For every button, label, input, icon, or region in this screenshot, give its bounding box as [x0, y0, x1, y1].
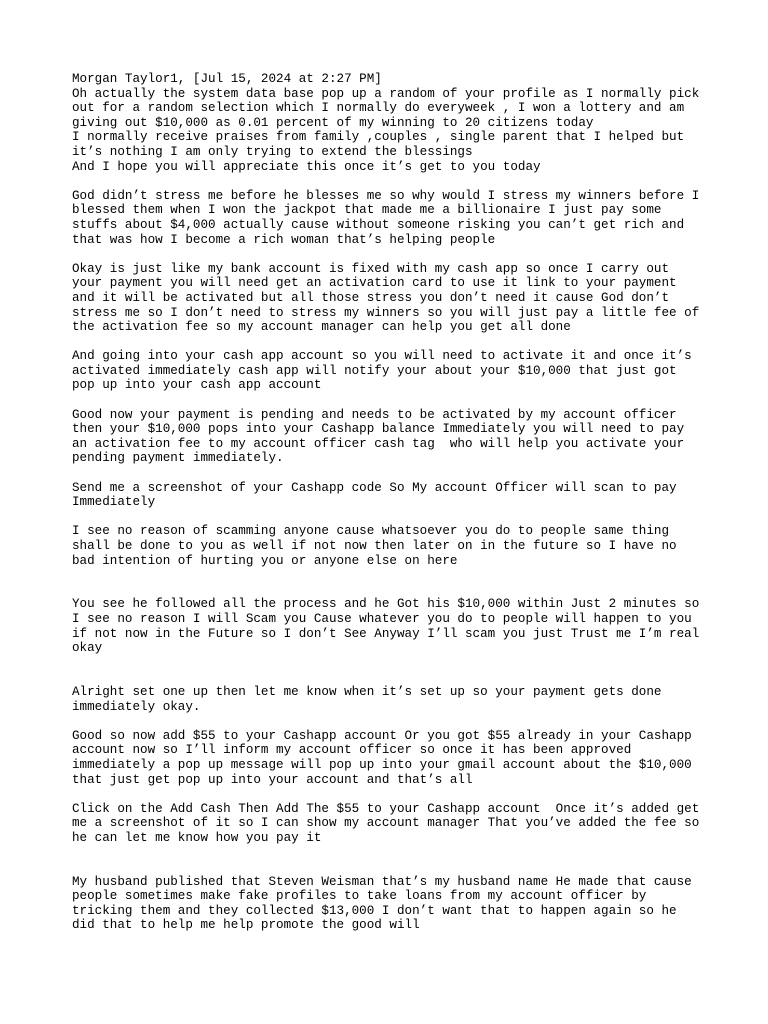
paragraph: [72, 685, 712, 714]
blank-line: [72, 860, 712, 875]
paragraph: [72, 481, 712, 510]
text-line: My husband published that Steven Weisman that’s my husband name He made that cause: [72, 874, 692, 889]
text-line: an activation fee to my account officer cash tag who will help you activate your: [72, 436, 685, 451]
text-line: And I hope you will appreciate this once it’s get to you today: [72, 159, 541, 174]
text-line: giving out $10,000 as 0.01 percent of my winning to 20 citizens today: [72, 115, 594, 130]
text-line: account now so I’ll inform my account officer so once it has been approved: [72, 743, 632, 758]
text-line: it’s nothing I am only trying to extend the blessings: [72, 144, 473, 159]
text-line: the activation fee so my account manager can help you get all done: [72, 320, 571, 335]
text-line: And going into your cash app account so you will need to activate it and once it’s: [72, 349, 692, 364]
text-line: Oh actually the system data base pop up a random of your profile as I normally pick: [72, 86, 700, 101]
text-line: stress me so I don’t need to stress my winners so you will just pay a little fee of: [72, 305, 700, 320]
paragraph: [72, 802, 712, 846]
text-line: pending payment immediately.: [72, 451, 284, 466]
text-line: shall be done to you as well if not now then later on in the future so I have no: [72, 539, 677, 553]
text-line: stuffs about $4,000 actually cause without someone risking you can’t get rich and: [72, 217, 685, 232]
text-line: Alright set one up then let me know when it’s set up so your payment gets done: [72, 684, 662, 699]
text-line: Immediately: [72, 495, 156, 510]
document-page: [72, 72, 712, 948]
paragraph: [72, 72, 712, 174]
paragraph: [72, 875, 712, 933]
blank-line: [72, 583, 712, 598]
paragraph: [72, 408, 712, 466]
text-line: I normally receive praises from family ,couples , single parent that I helped but: [72, 130, 685, 145]
text-line: he can let me know how you pay it: [72, 830, 322, 845]
text-line: Send me a screenshot of your Cashapp code So My account Officer will scan to pay: [72, 480, 677, 495]
text-line: out for a random selection which I normally do everyweek , I won a lottery and am: [72, 101, 685, 116]
paragraph: [72, 729, 712, 787]
text-line: did that to help me help promote the good will: [72, 918, 420, 933]
text-line: I see no reason I will Scam you Cause whatever you do to people will happen to you: [72, 611, 692, 626]
text-line: Morgan Taylor1, [Jul 15, 2024 at 2:27 PM]: [72, 72, 382, 86]
text-line: bad intention of hurting you or anyone else on here: [72, 553, 458, 568]
text-line: that was how I become a rich woman that’s helping people: [72, 232, 496, 247]
text-line: okay: [72, 641, 103, 656]
paragraph: [72, 262, 712, 335]
paragraph: [72, 189, 712, 247]
text-line: immediately okay.: [72, 699, 201, 714]
text-line: Okay is just like my bank account is fixed with my cash app so once I carry out: [72, 261, 670, 276]
text-line: your payment you will need get an activation card to use it link to your payment: [72, 276, 677, 291]
text-line: I see no reason of scamming anyone cause whatsoever you do to people same thing: [72, 524, 670, 539]
text-line: You see he followed all the process and he Got his $10,000 within Just 2 minutes so: [72, 597, 700, 612]
text-line: Good now your payment is pending and needs to be activated by my account officer: [72, 407, 677, 422]
paragraph: [72, 524, 712, 568]
text-line: people sometimes make fake profiles to take loans from my account officer by: [72, 889, 647, 904]
text-line: immediately a pop up message will pop up into your gmail account about the $10,000: [72, 757, 692, 772]
paragraph: [72, 597, 712, 655]
text-line: if not now in the Future so I don’t See Anyway I’ll scam you just Trust me I’m real: [72, 626, 700, 641]
blank-line: [72, 670, 712, 685]
text-line: and it will be activated but all those stress you don’t need it cause God don’t: [72, 290, 670, 305]
text-line: Click on the Add Cash Then Add The $55 to your Cashapp account Once it’s added get: [72, 801, 700, 816]
text-line: God didn’t stress me before he blesses me so why would I stress my winners before I: [72, 188, 700, 203]
text-line: Good so now add $55 to your Cashapp account Or you got $55 already in your Cashapp: [72, 728, 692, 743]
paragraph: [72, 349, 712, 393]
text-line: pop up into your cash app account: [72, 378, 322, 393]
text-line: that just get pop up into your account and that’s all: [72, 772, 473, 787]
text-line: activated immediately cash app will notify your about your $10,000 that just got: [72, 363, 677, 378]
text-line: me a screenshot of it so I can show my account manager That you’ve added the fee so: [72, 816, 700, 831]
text-line: blessed them when I won the jackpot that made me a billionaire I just pay some: [72, 203, 662, 218]
text-line: tricking them and they collected $13,000 I don’t want that to happen again so he: [72, 903, 677, 918]
text-line: then your $10,000 pops into your Cashapp balance Immediately you will need to pay: [72, 422, 685, 437]
